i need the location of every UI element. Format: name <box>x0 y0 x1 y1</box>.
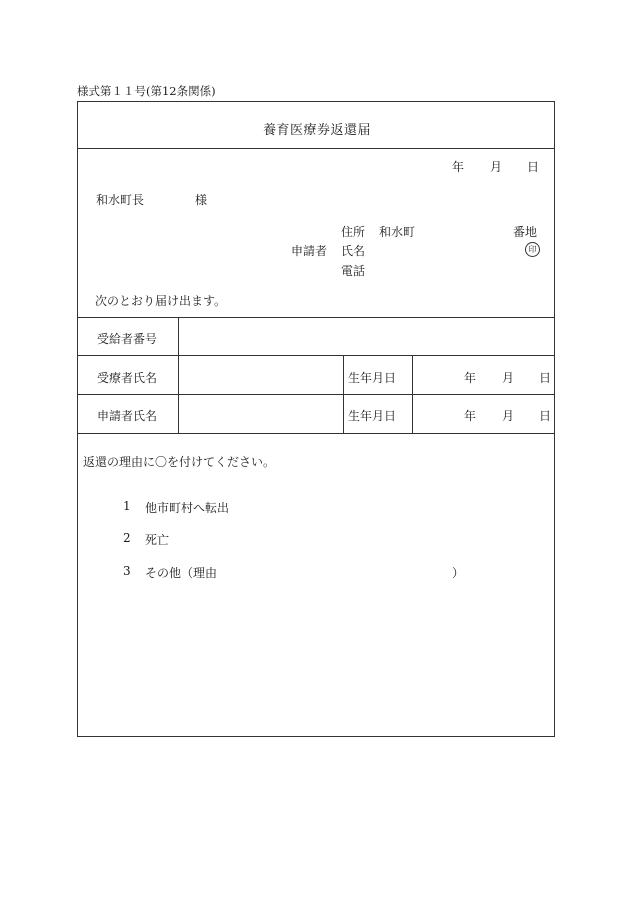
applicant-name-label: 申請者氏名 <box>97 409 158 423</box>
date-year-label: 年 <box>452 160 465 174</box>
applicant-birth-day: 日 <box>539 409 552 423</box>
applicant-birth-year: 年 <box>464 409 477 423</box>
applicant-label: 申請者 <box>291 244 328 258</box>
patient-birthdate-label: 生年月日 <box>348 371 397 385</box>
table-col-divider-3 <box>412 355 413 433</box>
patient-birth-day: 日 <box>539 371 552 385</box>
applicant-birthdate-label: 生年月日 <box>348 409 397 423</box>
divider-row1 <box>78 355 554 356</box>
patient-birth-month: 月 <box>502 371 515 385</box>
addressee-honorific: 様 <box>195 193 208 207</box>
patient-birth-year: 年 <box>464 371 477 385</box>
recipient-number-label: 受給者番号 <box>97 332 158 346</box>
form-title: 養育医療券返還届 <box>262 123 371 138</box>
address-town: 和水町 <box>379 225 416 239</box>
divider-title <box>78 148 554 149</box>
phone-label: 電話 <box>341 264 366 278</box>
reason-option-3-label: その他（理由 <box>145 566 218 580</box>
reason-option-1-label: 他市町村へ転出 <box>145 501 230 515</box>
reason-option-3-number: 3 <box>123 564 131 578</box>
divider-row3 <box>78 433 554 434</box>
divider-header <box>78 317 554 318</box>
reason-close-paren: ） <box>452 566 465 580</box>
patient-name-label: 受療者氏名 <box>97 371 158 385</box>
date-month-label: 月 <box>490 160 503 174</box>
form-number: 様式第１１号(第12条関係) <box>77 84 216 98</box>
divider-row2 <box>78 394 554 395</box>
table-col-divider-2 <box>343 355 344 433</box>
addressee-name: 和水町長 <box>96 193 145 207</box>
intro-text: 次のとおり届け出ます。 <box>95 294 227 308</box>
seal-mark <box>525 241 540 257</box>
address-suffix: 番地 <box>513 225 538 239</box>
reason-option-1-number: 1 <box>123 499 131 513</box>
date-day-label: 日 <box>527 160 540 174</box>
name-label: 氏名 <box>341 244 366 258</box>
reason-option-2-number: 2 <box>123 531 131 545</box>
address-label: 住所 <box>341 225 366 239</box>
reason-instruction: 返還の理由に〇を付けてください。 <box>83 455 276 469</box>
form-frame <box>77 101 555 737</box>
reason-option-2-label: 死亡 <box>145 533 170 547</box>
seal-icon: 印 <box>525 242 540 257</box>
table-col-divider-1 <box>178 317 179 433</box>
applicant-birth-month: 月 <box>502 409 515 423</box>
